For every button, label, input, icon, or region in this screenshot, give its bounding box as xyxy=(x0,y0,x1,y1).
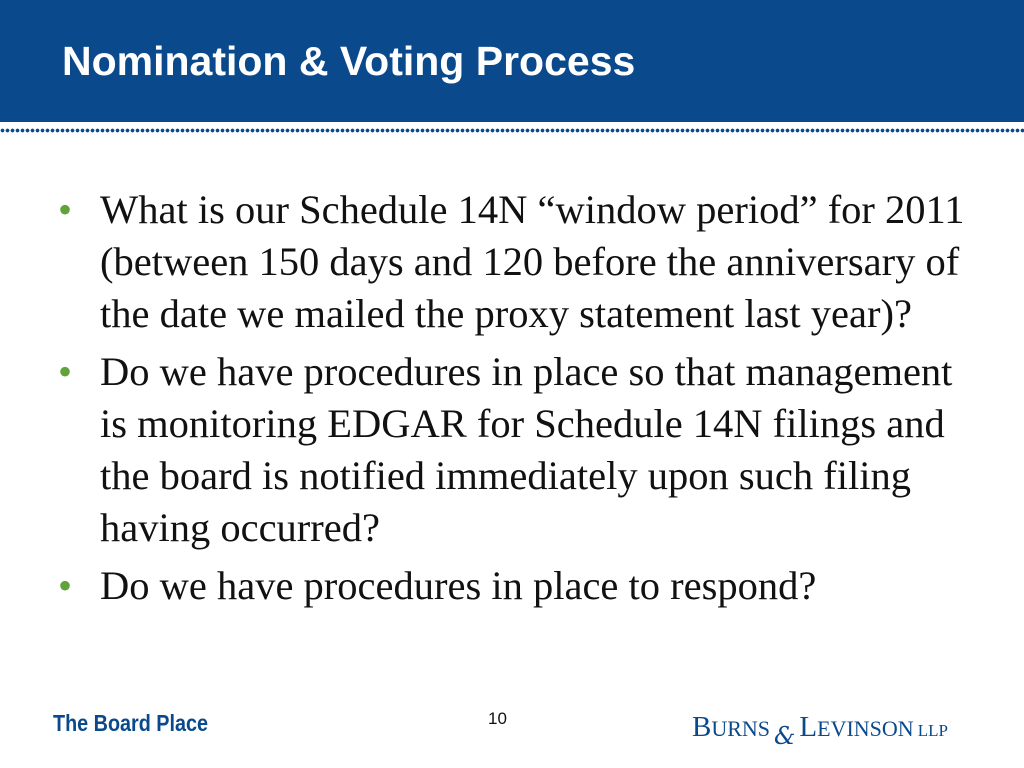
firm-suffix: LLP xyxy=(917,721,948,740)
bullet-text: What is our Schedule 14N “window period” for 2011 (between 150 days and 120 before the anniversary of the date we mailed the proxy statement last year)? xyxy=(100,187,965,336)
bullet-text: Do we have procedures in place so that management is monitoring EDGAR for Schedule 14N filings and the board is notified immediately upon such filing having occurred? xyxy=(100,349,953,550)
title-bar xyxy=(0,0,1024,122)
bullet-icon: • xyxy=(58,349,73,394)
bullet-item xyxy=(58,184,988,340)
dotted-divider xyxy=(0,128,1024,133)
slide-title: Nomination & Voting Process xyxy=(62,38,636,84)
bullet-list xyxy=(58,184,988,618)
firm-name-second: LEVINSON xyxy=(799,711,914,743)
bullet-icon: • xyxy=(58,187,73,232)
page-number: 10 xyxy=(488,709,507,728)
bullet-item xyxy=(58,346,988,554)
bullet-icon: • xyxy=(58,563,73,608)
board-place-brand: The Board Place xyxy=(53,710,209,736)
firm-name-first: BURNS xyxy=(692,711,771,743)
bullet-item xyxy=(58,560,988,612)
firm-logo xyxy=(692,711,948,750)
firm-ampersand: & xyxy=(774,722,796,750)
bullet-text: Do we have procedures in place to respond? xyxy=(100,563,817,608)
